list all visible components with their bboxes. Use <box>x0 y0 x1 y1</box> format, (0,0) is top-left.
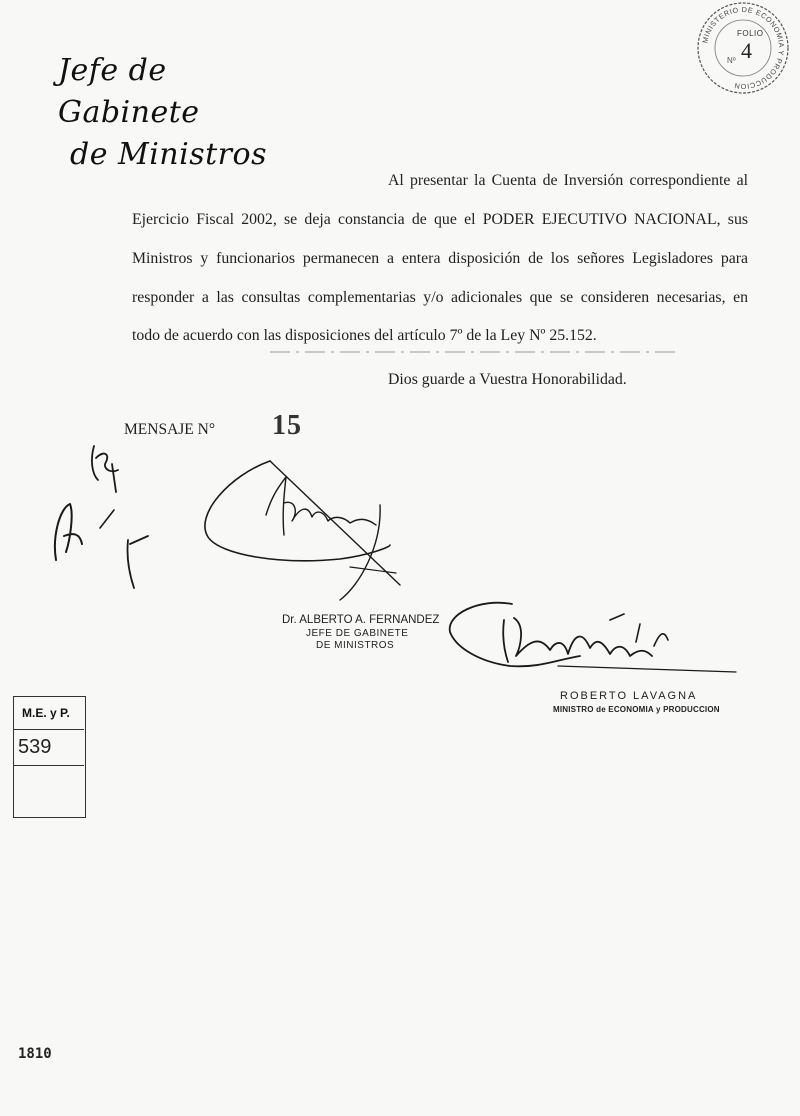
mep-box-label: M.E. y P. <box>22 706 70 720</box>
signature-lavagna <box>440 590 750 690</box>
closing-salutation: Dios guarde a Vuestra Honorabilidad. <box>388 371 627 388</box>
body-line-1: Al presentar la Cuenta de Inversión correspondiente al <box>388 172 748 189</box>
body-line-4: responder a las consultas complementarias y/o adicionales que se consideren necesarias, en <box>132 289 748 306</box>
scan-artifact-line <box>270 346 680 358</box>
letterhead-line-2: de Ministros <box>70 137 267 172</box>
signatory-1-title-line-2: DE MINISTROS <box>316 640 395 651</box>
body-line-2: Ejercicio Fiscal 2002, se deja constancia de que el PODER EJECUTIVO NACIONAL, sus <box>132 211 748 228</box>
body-line-3: Ministros y funcionarios permanecen a entera disposición de los señores Legisladores para <box>132 250 748 267</box>
signature-fernandez <box>200 455 440 605</box>
stamp-folio-number: 4 <box>741 38 752 63</box>
bottom-page-number: 1810 <box>18 1046 52 1062</box>
stamp-folio-label: FOLIO <box>737 29 764 38</box>
mensaje-label: MENSAJE N° <box>124 421 216 438</box>
signatory-2-name: ROBERTO LAVAGNA <box>560 690 698 702</box>
stamp-ring-text: MINISTERIO DE ECONOMIA Y PRODUCCION <box>700 4 787 92</box>
handwritten-initials <box>30 440 170 590</box>
signatory-1-name: Dr. ALBERTO A. FERNANDEZ <box>282 614 440 626</box>
mep-box-number: 539 <box>18 736 52 758</box>
signatory-1-title-line-1: JEFE DE GABINETE <box>306 628 409 639</box>
signatory-2-title: MINISTRO de ECONOMIA y PRODUCCION <box>553 705 720 714</box>
letterhead-line-1: Jefe de Gabinete <box>58 53 200 130</box>
body-line-5: todo de acuerdo con las disposiciones del artículo 7º de la Ley Nº 25.152. <box>132 327 597 344</box>
mensaje-number: 15 <box>272 410 302 441</box>
stamp-number-prefix: Nº <box>727 56 736 65</box>
letterhead <box>50 50 290 176</box>
